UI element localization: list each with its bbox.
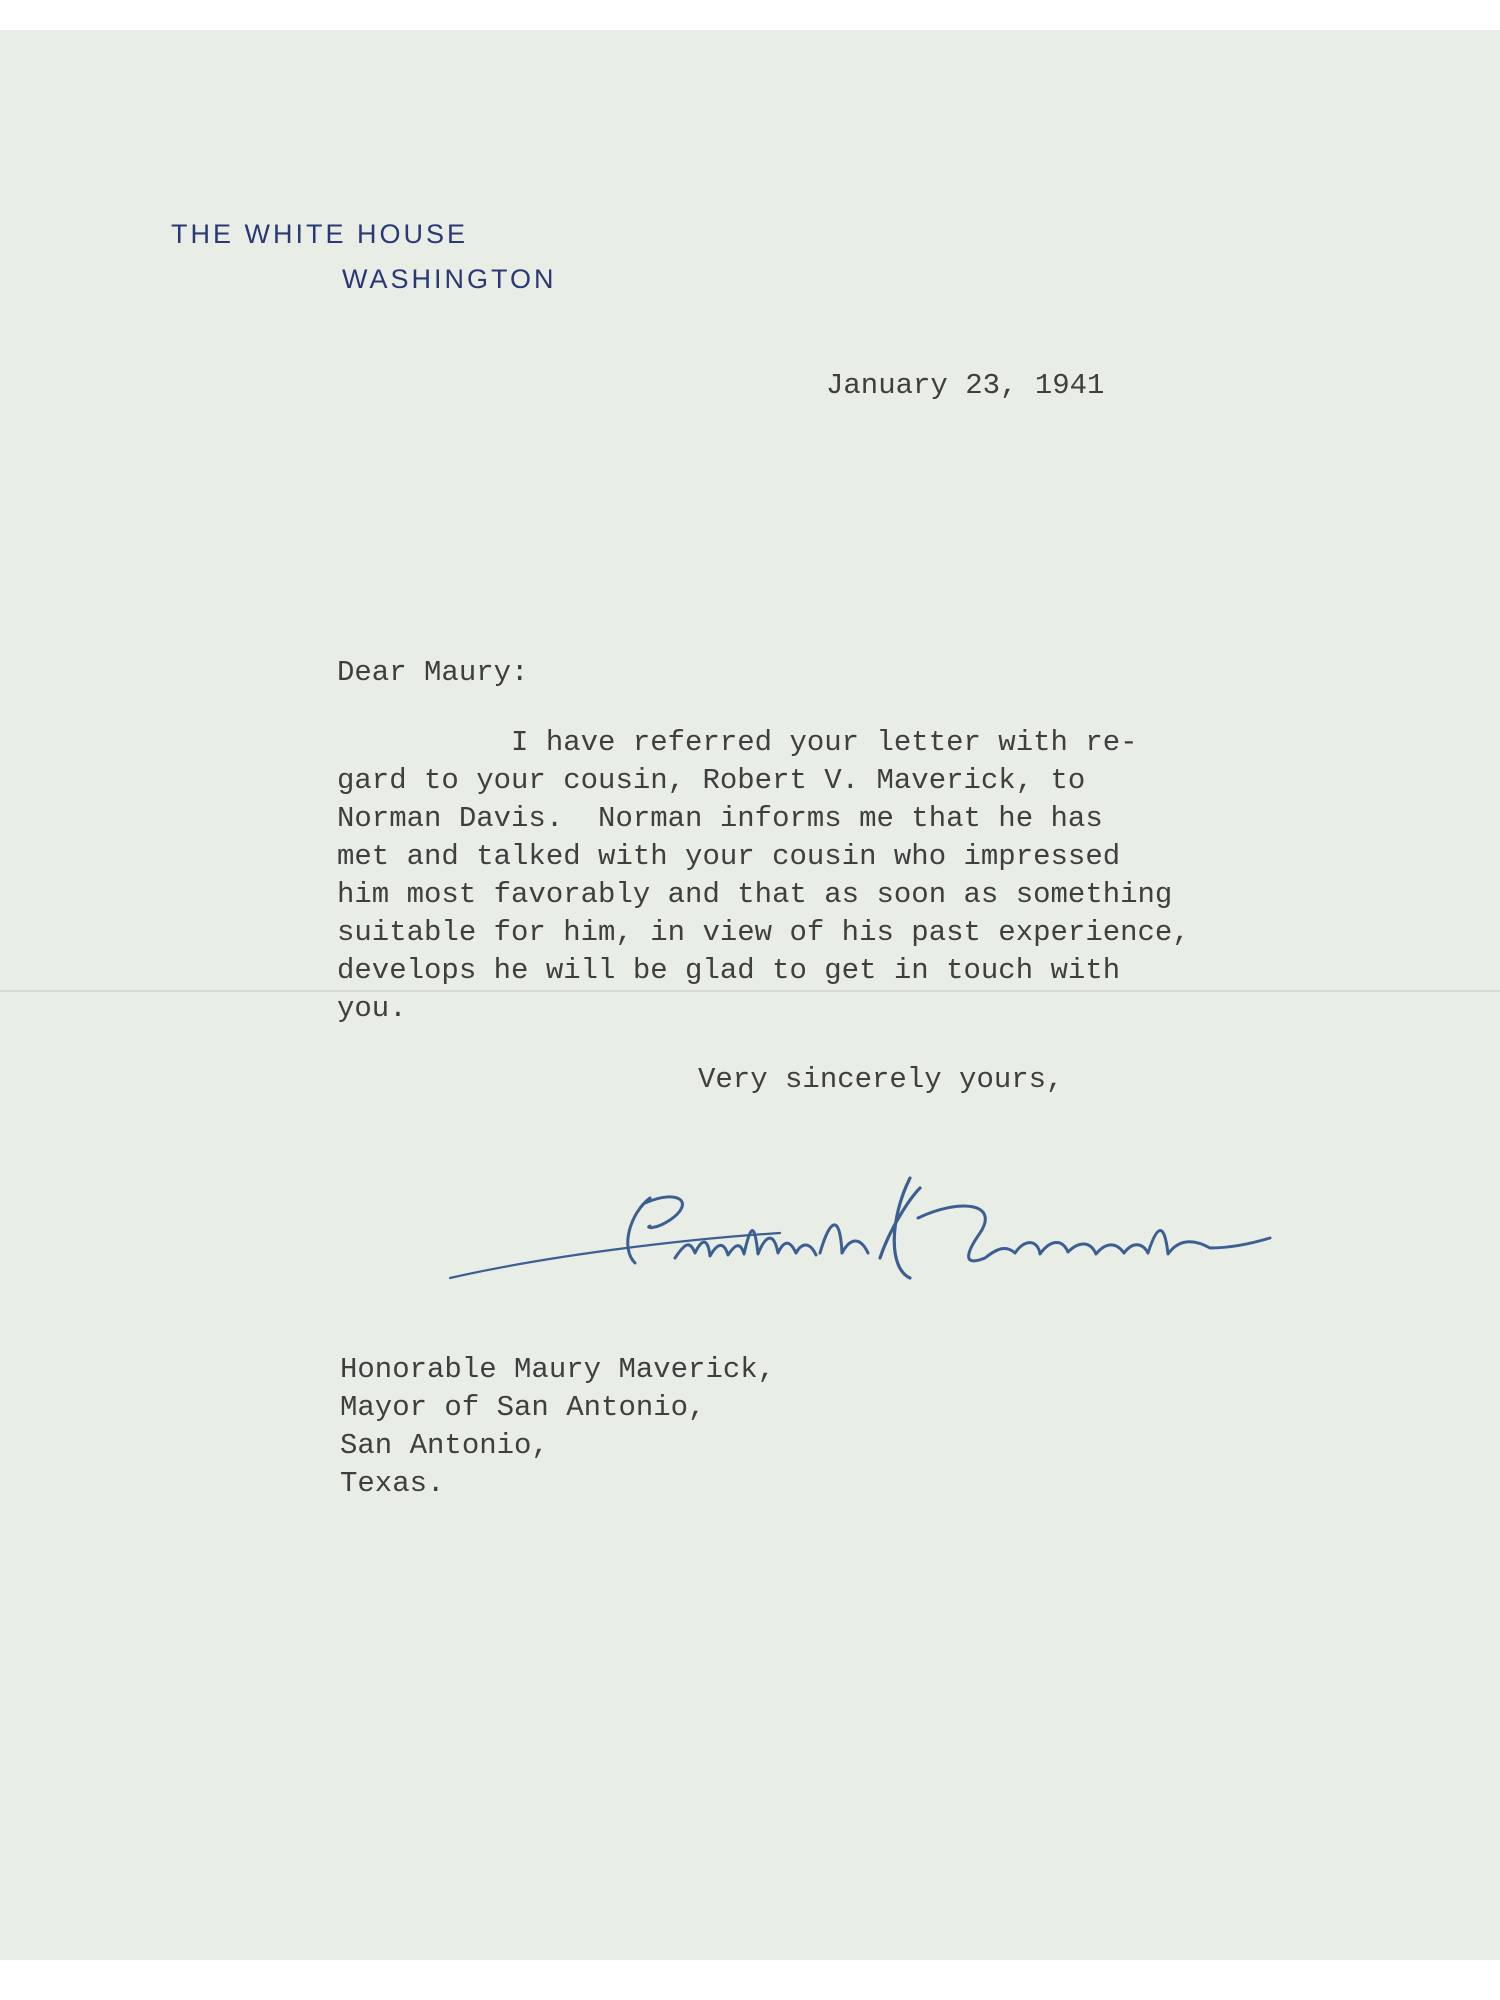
scan-border-top bbox=[0, 0, 1500, 30]
addressee-name: Honorable Maury Maverick, bbox=[340, 1353, 776, 1386]
body-line: gard to your cousin, Robert V. Maverick, to bbox=[337, 764, 1086, 797]
addressee-city: San Antonio, bbox=[340, 1429, 549, 1462]
body-line: him most favorably and that as soon as something bbox=[337, 878, 1173, 911]
paper-fold-line bbox=[0, 990, 1500, 992]
letter-date: January 23, 1941 bbox=[826, 369, 1105, 402]
complimentary-closing: Very sincerely yours, bbox=[698, 1063, 1064, 1096]
body-line: suitable for him, in view of his past experience, bbox=[337, 916, 1190, 949]
body-line: develops he will be glad to get in touch with bbox=[337, 954, 1121, 987]
letterhead-location: WASHINGTON bbox=[342, 264, 557, 294]
body-line: I have referred your letter with re- bbox=[337, 726, 1138, 759]
handwritten-signature bbox=[440, 1158, 1300, 1308]
body-line: met and talked with your cousin who impressed bbox=[337, 840, 1121, 873]
body-line: you. bbox=[337, 992, 407, 1025]
addressee-title: Mayor of San Antonio, bbox=[340, 1391, 706, 1424]
letterhead-title: THE WHITE HOUSE bbox=[171, 219, 469, 249]
addressee-state: Texas. bbox=[340, 1467, 445, 1500]
scan-border-bottom bbox=[0, 1960, 1500, 2000]
body-line: Norman Davis. Norman informs me that he has bbox=[337, 802, 1103, 835]
salutation: Dear Maury: bbox=[337, 656, 529, 689]
